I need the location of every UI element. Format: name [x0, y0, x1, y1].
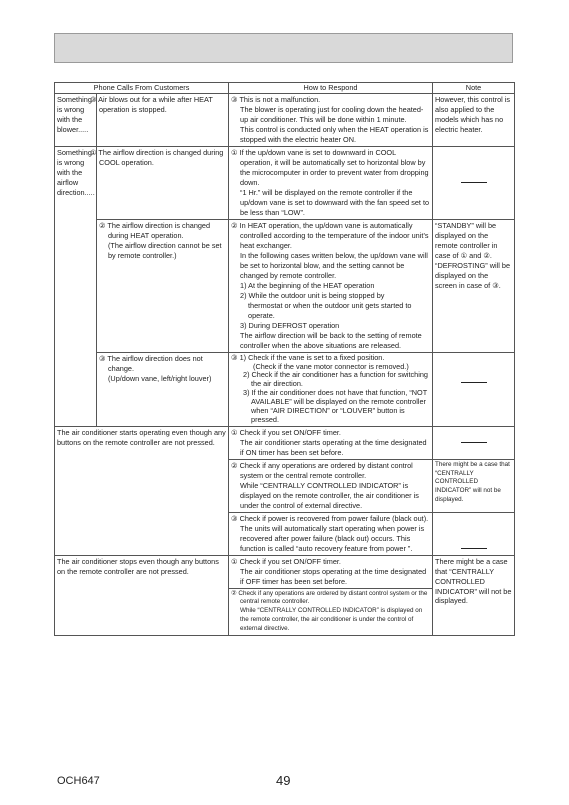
table-row — [55, 219, 515, 352]
response-item-cont: thermostat or when the outdoor unit gets started to operate. — [248, 300, 412, 320]
response-cell — [229, 459, 433, 512]
response-detail: While “CENTRALLY CONTROLLED INDICATOR” is displayed on the remote controller, the air conditioner is under the control of external directive. — [240, 480, 419, 510]
case-cell: ① The airflow direction is changed during COOL operation. — [97, 146, 229, 219]
response-cell — [229, 588, 433, 635]
note-text: “STANDBY” will be displayed on the remote controller in case of ① and ②. — [435, 220, 498, 260]
symptom-cell: Something is wrong with the airflow direction..... — [55, 146, 97, 426]
column-header-calls: Phone Calls From Customers — [55, 83, 229, 94]
response-detail: This control is conducted only when the HEAT operation is stopped with the electric heater ON. — [240, 124, 429, 144]
case-text: ② The airflow direction is changed during HEAT operation. — [99, 220, 211, 240]
response-detail: The blower is operating just for cooling down the heated-up air conditioner. This will be done within 1 minute. — [240, 104, 424, 124]
table-row — [55, 352, 515, 426]
troubleshooting-table — [54, 82, 515, 636]
response-detail: The airflow direction will be back to the setting of remote controller when the above situations are released. — [240, 330, 422, 350]
header-band — [54, 33, 513, 63]
response-cell — [229, 352, 433, 426]
response-lead: ③ Check if power is recovered from power failure (black out). — [231, 513, 429, 523]
response-lead: ① Check if you set ON/OFF timer. — [231, 427, 341, 437]
table-row — [55, 94, 515, 147]
note-cell — [433, 146, 515, 219]
symptom-cell: The air conditioner starts operating even though any buttons on the remote controller are not pressed. — [55, 426, 229, 555]
response-detail: “1 Hr.” will be displayed on the remote controller if the up/down vane is set to downward with the fan speed set to be less than “LOW”. — [240, 187, 430, 217]
note-cell — [433, 352, 515, 426]
note-cell — [433, 512, 515, 555]
response-item: 1) At the beginning of the HEAT operation — [240, 280, 375, 290]
column-header-respond: How to Respond — [229, 83, 433, 94]
table-row — [55, 146, 515, 219]
table-header-row — [55, 83, 515, 94]
case-text: ③ The airflow direction does not change. — [99, 353, 203, 373]
no-note-dash — [461, 442, 487, 443]
column-header-note: Note — [433, 83, 515, 94]
response-lead: ① If the up/down vane is set to downward in COOL operation, it will be automatically set to horizontal blow by the microcomputer in order to prevent water from dropping down. — [231, 147, 429, 187]
response-cell — [229, 555, 433, 588]
response-cell — [229, 94, 433, 147]
note-text: “DEFROSTING” will be displayed on the screen in case of ③. — [435, 260, 511, 290]
response-lead: ② Check if any operations are ordered by distant control system or the central remote controller. — [231, 460, 413, 480]
response-lead: ② In HEAT operation, the up/down vane is automatically controlled according to the temperature of the indoor unit’s heat exchanger. — [231, 220, 429, 250]
no-note-dash — [461, 182, 487, 183]
case-subtext: (Up/down vane, left/right louver) — [108, 373, 212, 383]
response-item: 3) During DEFROST operation — [240, 320, 340, 330]
response-item: 3) If the air conditioner does not have that function, “NOT AVAILABLE” will be displayed on the remote controller when “AIR DIRECTION” or “LOUVER” button is pressed. — [243, 388, 428, 424]
response-item: 2) While the outdoor unit is being stopped by — [240, 290, 385, 300]
response-detail: While “CENTRALLY CONTROLLED INDICATOR” is displayed on the remote controller, the air conditioner is under the control of external directive. — [240, 607, 423, 632]
response-detail: In the following cases written below, the up/down vane will be set to horizontal blow, and the setting cannot be changed by remote controller. — [240, 250, 428, 280]
response-detail: The air conditioner stops operating at the time designated if OFF timer has been set before. — [240, 566, 427, 586]
response-item: ③ 1) Check if the vane is set to a fixed position. — [231, 352, 385, 362]
response-cell — [229, 146, 433, 219]
table-row — [55, 426, 515, 459]
no-note-dash — [461, 548, 487, 549]
response-cell — [229, 426, 433, 459]
response-lead: ③ This is not a malfunction. — [231, 95, 321, 104]
response-detail: The air conditioner starts operating at the time designated if ON timer has been set before. — [240, 437, 427, 457]
note-cell: There might be a case that “CENTRALLY CONTROLLED INDICATOR” will not be displayed. — [433, 459, 515, 512]
case-cell — [97, 352, 229, 426]
response-cell — [229, 512, 433, 555]
document-code: OCH647 — [57, 775, 100, 787]
page-number: 49 — [276, 773, 291, 788]
case-cell: ③ Air blows out for a while after HEAT operation is stopped. — [97, 94, 229, 147]
response-cell — [229, 219, 433, 352]
no-note-dash — [461, 382, 487, 383]
note-cell — [433, 219, 515, 352]
response-item-cont: (Check if the vane motor connector is removed.) — [253, 361, 409, 371]
response-lead: ② Check if any operations are ordered by distant control system or the central remote controller. — [231, 589, 428, 606]
note-cell: However, this control is also applied to the models which has no electric heater. — [433, 94, 515, 147]
case-cell — [97, 219, 229, 352]
symptom-cell: The air conditioner stops even though any buttons on the remote controller are not pressed. — [55, 555, 229, 635]
response-detail: The units will automatically start operating when power is recovered after power failure (black out) occurs. This function is called “auto recovery feature from power ”. — [240, 523, 425, 553]
case-subtext: (The airflow direction cannot be set by remote controller.) — [108, 240, 222, 260]
note-cell: There might be a case that “CENTRALLY CONTROLLED INDICATOR” will not be displayed. — [433, 555, 515, 635]
note-cell — [433, 426, 515, 459]
table-row — [55, 555, 515, 588]
response-item: 2) Check if the air conditioner has a function for switching the air direction. — [243, 370, 428, 389]
symptom-cell: Something is wrong with the blower..... — [55, 94, 97, 147]
response-lead: ① Check if you set ON/OFF timer. — [231, 556, 341, 566]
